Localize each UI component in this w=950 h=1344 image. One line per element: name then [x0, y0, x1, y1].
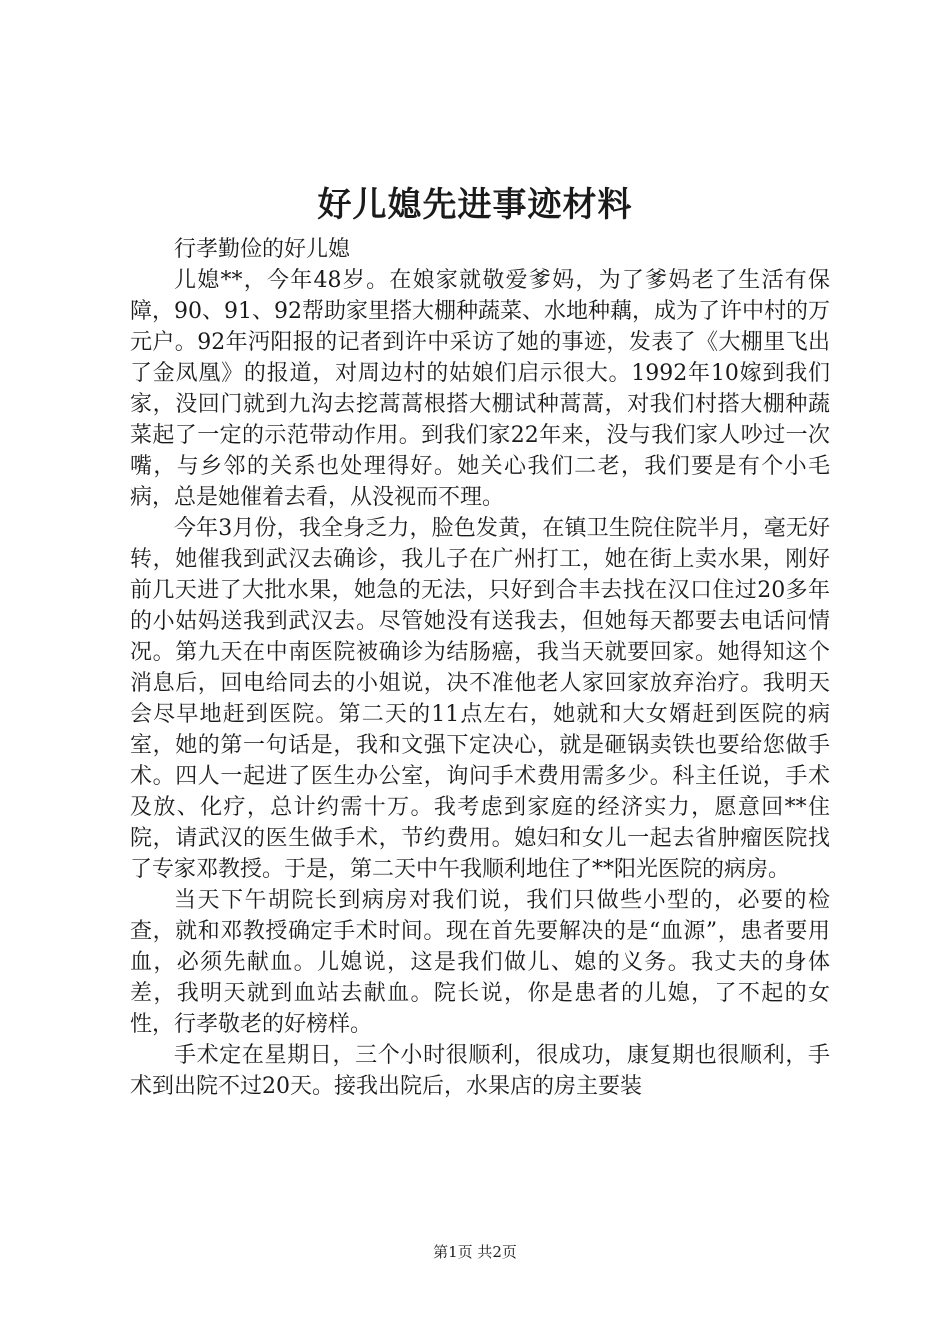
body-paragraph: 当天下午胡院长到病房对我们说，我们只做些小型的，必要的检查，就和邓教授确定手术时间。现在首先要解决的是“血源”，患者要用血，必须先献血。儿媳说，这是我们做儿、媳的义务。我丈夫的身体差，我明天就到血站去献血。院长说，你是患者的儿媳，了不起的女性，行孝敬老的好榜样。: [130, 888, 830, 1037]
body-paragraph: 手术定在星期日，三个小时很顺利，很成功，康复期也很顺利，手术到出院不过20天。接我出院后，水果店的房主要装: [130, 1043, 830, 1099]
document-body: [130, 234, 830, 1102]
page-title: 好儿媳先进事迹材料: [317, 185, 633, 225]
body-paragraph: 儿媳**，今年48岁。在娘家就敬爱爹妈，为了爹妈老了生活有保障，90、91、92帮助家里搭大棚种蔬菜、水地种藕，成为了许中村的万元户。92年沔阳报的记者到许中采访了她的事迹，发表了《大棚里飞出了金凤凰》的报道，对周边村的姑娘们启示很大。1992年10嫁到我们家，没回门就到九沟去挖蒿蒿根搭大棚试种蒿蒿，对我们村搭大棚种蔬菜起了一定的示范带动作用。到我们家22年来，没与我们家人吵过一次嘴，与乡邻的关系也处理得好。她关心我们二老，我们要是有个小毛病，总是她催着去看，从没视而不理。: [130, 268, 830, 510]
page-footer: 第1页 共2页: [433, 1243, 517, 1261]
subtitle-paragraph: 行孝勤俭的好儿媳: [174, 237, 351, 262]
body-paragraph: 今年3月份，我全身乏力，脸色发黄，在镇卫生院住院半月，毫无好转，她催我到武汉去确诊，我儿子在广州打工，她在街上卖水果，刚好前几天进了大批水果，她急的无法，只好到合丰去找在汉口住过20多年的小姑妈送我到武汉去。尽管她没有送我去，但她每天都要去电话问情况。第九天在中南医院被确诊为结肠癌，我当天就要回家。她得知这个消息后，回电给同去的小姐说，决不准他老人家回家放弃治疗。我明天会尽早地赶到医院。第二天的11点左右，她就和大女婿赶到医院的病室，她的第一句话是，我和文强下定决心，就是砸锅卖铁也要给您做手术。四人一起进了医生办公室，询问手术费用需多少。科主任说，手术及放、化疗，总计约需十万。我考虑到家庭的经济实力，愿意回**住院，请武汉的医生做手术，节约费用。媳妇和女儿一起去省肿瘤医院找了专家邓教授。于是，第二天中午我顺利地住了**阳光医院的病房。: [130, 516, 830, 882]
